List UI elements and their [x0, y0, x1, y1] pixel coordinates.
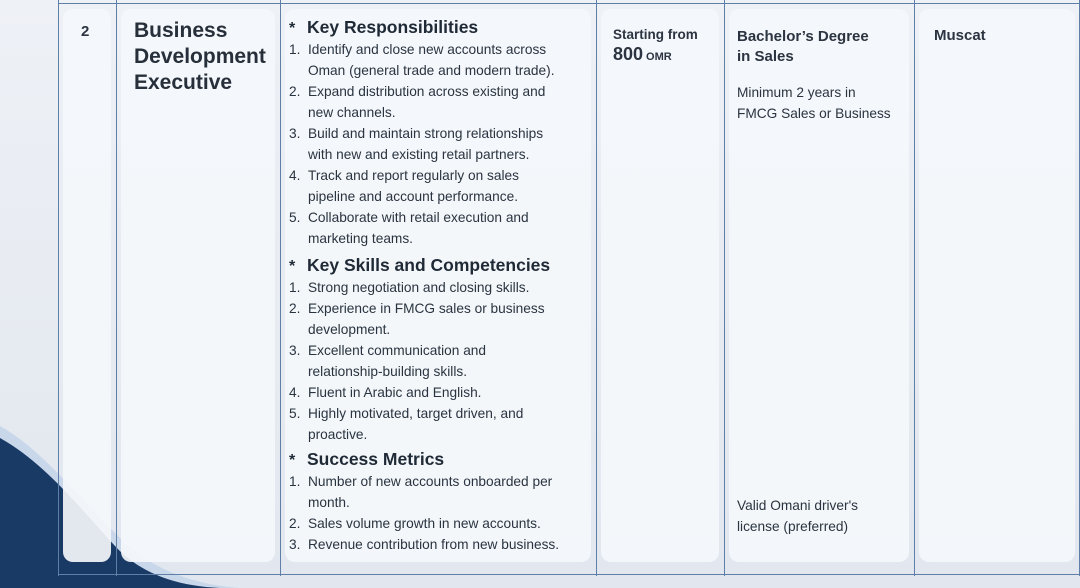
job-title-line: Executive	[134, 71, 233, 94]
section-heading-text: Success Metrics	[307, 449, 445, 469]
salary-amount: 800 OMR	[613, 44, 672, 64]
section-heading	[289, 15, 589, 39]
list-item: 3. Build and maintain strong relationships with new and existing retail partners.	[289, 126, 544, 162]
experience-requirement: Minimum 2 years in FMCG Sales or Business	[737, 85, 891, 121]
row-number: 2	[81, 23, 90, 40]
list-item: 2. Sales volume growth in new accounts.	[289, 516, 541, 531]
list-item: 5. Highly motivated, target driven, and proactive.	[289, 406, 524, 442]
section-heading-text: Key Responsibilities	[307, 17, 479, 37]
list-item: 2. Expand distribution across existing and new channels.	[289, 84, 546, 120]
list-item: 3. Excellent communication and relationship-building skills.	[289, 343, 487, 379]
cell-background	[601, 9, 719, 562]
list-item: 1. Strong negotiation and closing skills.	[289, 280, 530, 295]
license-requirement: Valid Omani driver's license (preferred)	[737, 498, 859, 534]
column-divider	[116, 0, 117, 576]
qualification-cell	[737, 27, 897, 534]
list-item: 1. Number of new accounts onboarded per month.	[289, 474, 553, 510]
column-divider	[596, 0, 597, 576]
degree-requirement: Bachelor’s Degree in Sales	[737, 28, 869, 65]
section-heading	[289, 253, 589, 277]
list-item: 4. Track and report regularly on sales pipeline and account performance.	[289, 168, 519, 204]
currency-label: OMR	[646, 51, 672, 63]
salary-cell	[613, 27, 723, 65]
column-divider	[914, 0, 915, 576]
skills-list	[289, 277, 589, 445]
asterisk-icon: *	[289, 20, 296, 37]
list-item: 3. Revenue contribution from new business.	[289, 537, 560, 552]
location: Muscat	[934, 27, 986, 44]
salary-label: Starting from	[613, 27, 698, 42]
job-title-line: Development	[134, 45, 266, 68]
job-table	[58, 0, 1080, 576]
section-heading	[289, 447, 589, 471]
column-divider	[280, 0, 281, 576]
cell-background	[63, 9, 111, 562]
list-item: 1. Identify and close new accounts across Oman (general trade and modern trade).	[289, 42, 555, 78]
list-item: 5. Collaborate with retail execution and marketing teams.	[289, 210, 529, 246]
responsibilities-list	[289, 39, 589, 249]
cell-background	[919, 9, 1075, 562]
list-item: 4. Fluent in Arabic and English.	[289, 385, 482, 400]
section-heading-text: Key Skills and Competencies	[307, 255, 551, 275]
table-bottom-border	[58, 574, 1080, 575]
column-divider	[724, 0, 725, 576]
responsibilities-cell	[289, 15, 589, 555]
asterisk-icon: *	[289, 258, 296, 275]
job-title	[134, 18, 274, 96]
metrics-list	[289, 471, 589, 555]
list-item: 2. Experience in FMCG sales or business development.	[289, 301, 545, 337]
asterisk-icon: *	[289, 452, 296, 469]
job-title-line: Business	[134, 19, 228, 42]
table-top-border	[58, 3, 1080, 4]
column-divider	[58, 0, 59, 576]
